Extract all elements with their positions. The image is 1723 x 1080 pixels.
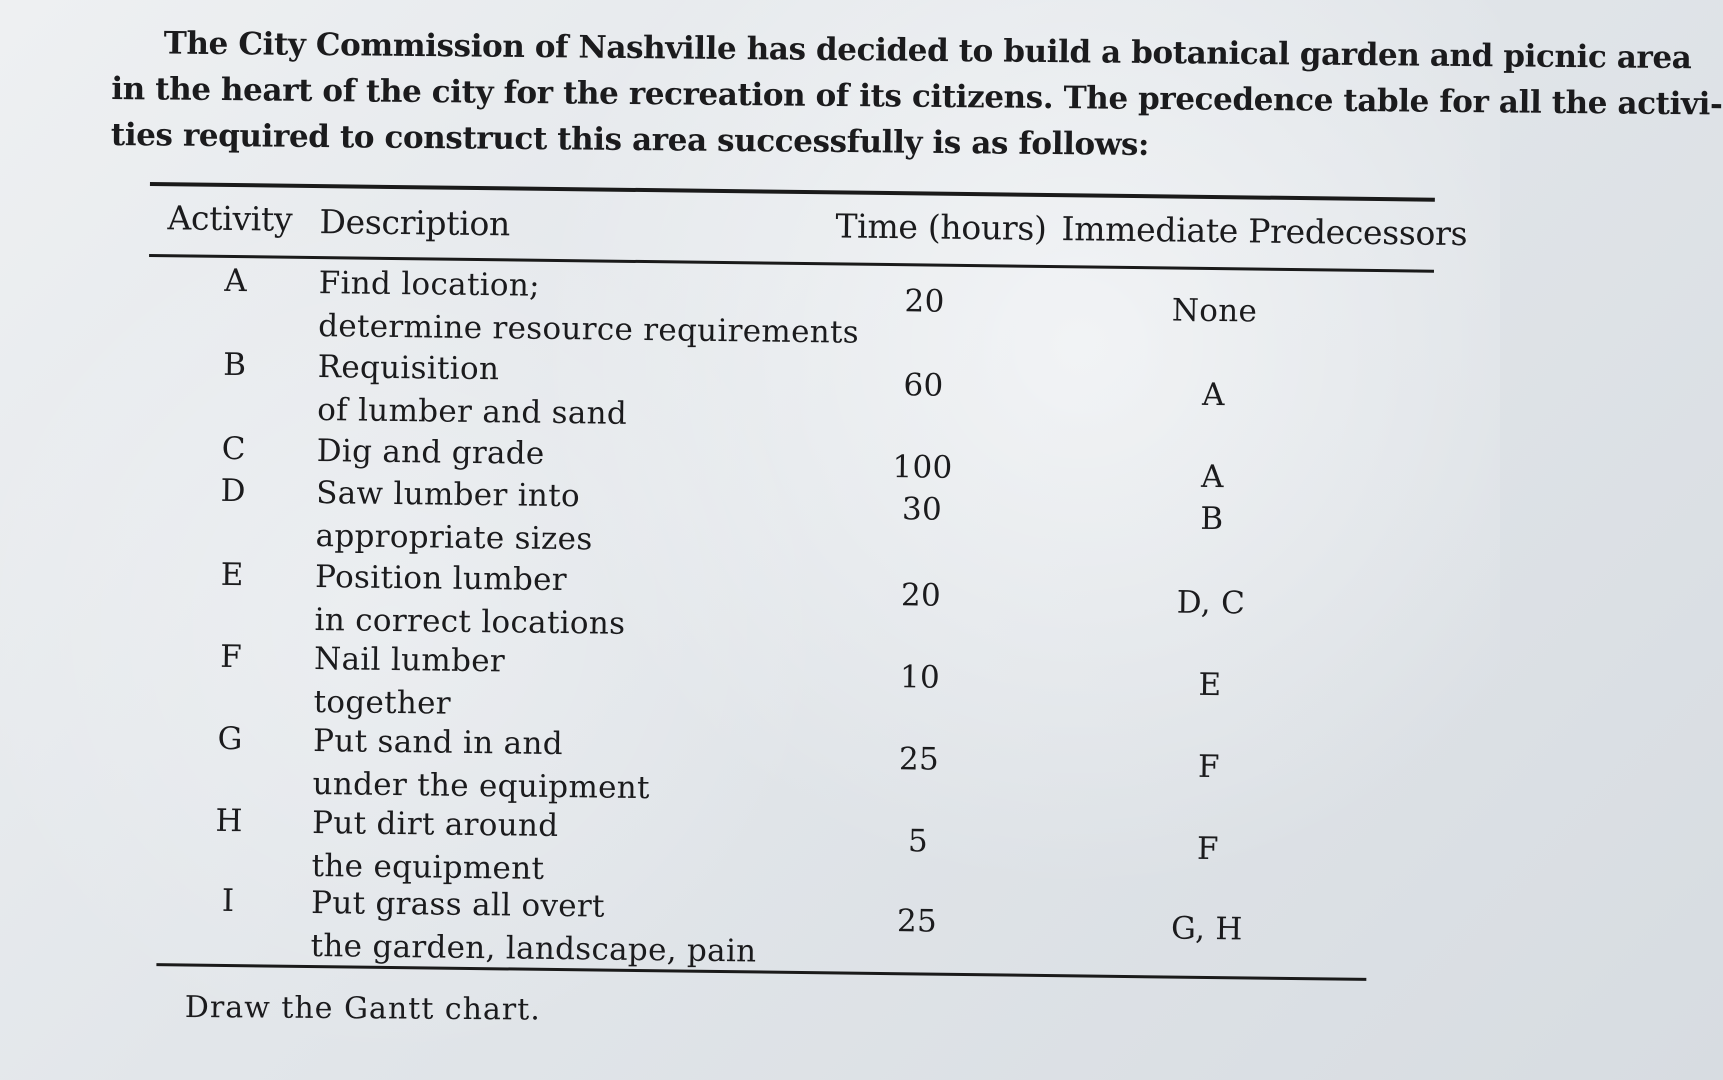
description-line: under the equipment xyxy=(312,766,651,807)
intro-line: ties required to construct this area successfully is as follows: xyxy=(110,116,1150,163)
description-line: Put dirt around xyxy=(311,805,559,845)
description-cell xyxy=(318,262,860,355)
activity-cell: A xyxy=(224,262,248,300)
predecessors-cell: E xyxy=(1198,666,1222,704)
gantt-instruction: Draw the Gantt chart. xyxy=(184,990,541,1028)
description-cell xyxy=(310,882,757,973)
problem-intro xyxy=(110,20,1723,171)
predecessors-cell: B xyxy=(1200,500,1224,538)
description-line: Put sand in and xyxy=(312,723,564,763)
activity-cell: C xyxy=(221,430,246,468)
description-cell xyxy=(313,638,505,726)
header-predecessors: Immediate Predecessors xyxy=(1061,209,1468,254)
description-line: appropriate sizes xyxy=(315,518,593,558)
intro-line: The City Commission of Nashville has decided to build a botanical garden and picnic area xyxy=(163,25,1692,77)
intro-line: in the heart of the city for the recreation of its citizens. The precedence table for all the activi- xyxy=(111,70,1723,123)
precedence-table xyxy=(140,180,1468,1016)
description-line: Requisition xyxy=(317,349,500,388)
description-line: Saw lumber into xyxy=(315,475,581,515)
description-line: Nail lumber xyxy=(313,641,506,680)
description-cell xyxy=(314,556,626,646)
description-line: determine resource requirements xyxy=(318,308,860,351)
time-cell: 30 xyxy=(901,491,943,528)
activity-cell: F xyxy=(220,638,243,676)
description-line: of lumber and sand xyxy=(316,392,628,432)
activity-cell: E xyxy=(220,556,244,594)
activity-cell: B xyxy=(222,346,247,384)
description-line: Find location; xyxy=(318,265,541,304)
time-cell: 25 xyxy=(896,903,938,940)
description-line: together xyxy=(313,684,452,722)
predecessors-cell: F xyxy=(1197,748,1221,786)
activity-cell: I xyxy=(221,882,235,920)
activity-cell: D xyxy=(220,472,247,510)
table-top-rule xyxy=(150,182,1435,202)
description-cell xyxy=(317,346,628,436)
description-line: Dig and grade xyxy=(316,433,545,472)
description-line: the equipment xyxy=(311,848,545,887)
time-cell: 10 xyxy=(899,659,941,696)
description-line: in correct locations xyxy=(314,602,626,642)
description-cell xyxy=(312,720,650,810)
activity-cell: G xyxy=(217,720,243,758)
description-line: Position lumber xyxy=(314,559,568,599)
description-cell xyxy=(311,802,558,891)
predecessors-cell: F xyxy=(1196,830,1220,868)
predecessors-cell: A xyxy=(1200,458,1225,496)
description-line: Put grass all overt xyxy=(310,885,606,925)
predecessors-cell: None xyxy=(1171,292,1258,330)
header-activity: Activity xyxy=(167,198,293,239)
time-cell: 20 xyxy=(900,577,942,614)
description-line: the garden, landscape, pain xyxy=(310,928,757,970)
time-cell: 60 xyxy=(903,367,944,404)
activity-cell: H xyxy=(215,802,244,840)
time-cell: 25 xyxy=(898,741,940,778)
description-cell xyxy=(316,430,544,476)
header-description: Description xyxy=(319,202,511,244)
time-cell: 100 xyxy=(892,449,953,486)
time-cell: 5 xyxy=(907,823,929,860)
predecessors-cell: G, H xyxy=(1170,910,1243,948)
predecessors-cell: A xyxy=(1201,376,1226,414)
header-time: Time (hours) xyxy=(835,206,1047,248)
time-cell: 20 xyxy=(904,283,945,320)
description-cell xyxy=(315,472,593,561)
predecessors-cell: D, C xyxy=(1176,584,1246,622)
